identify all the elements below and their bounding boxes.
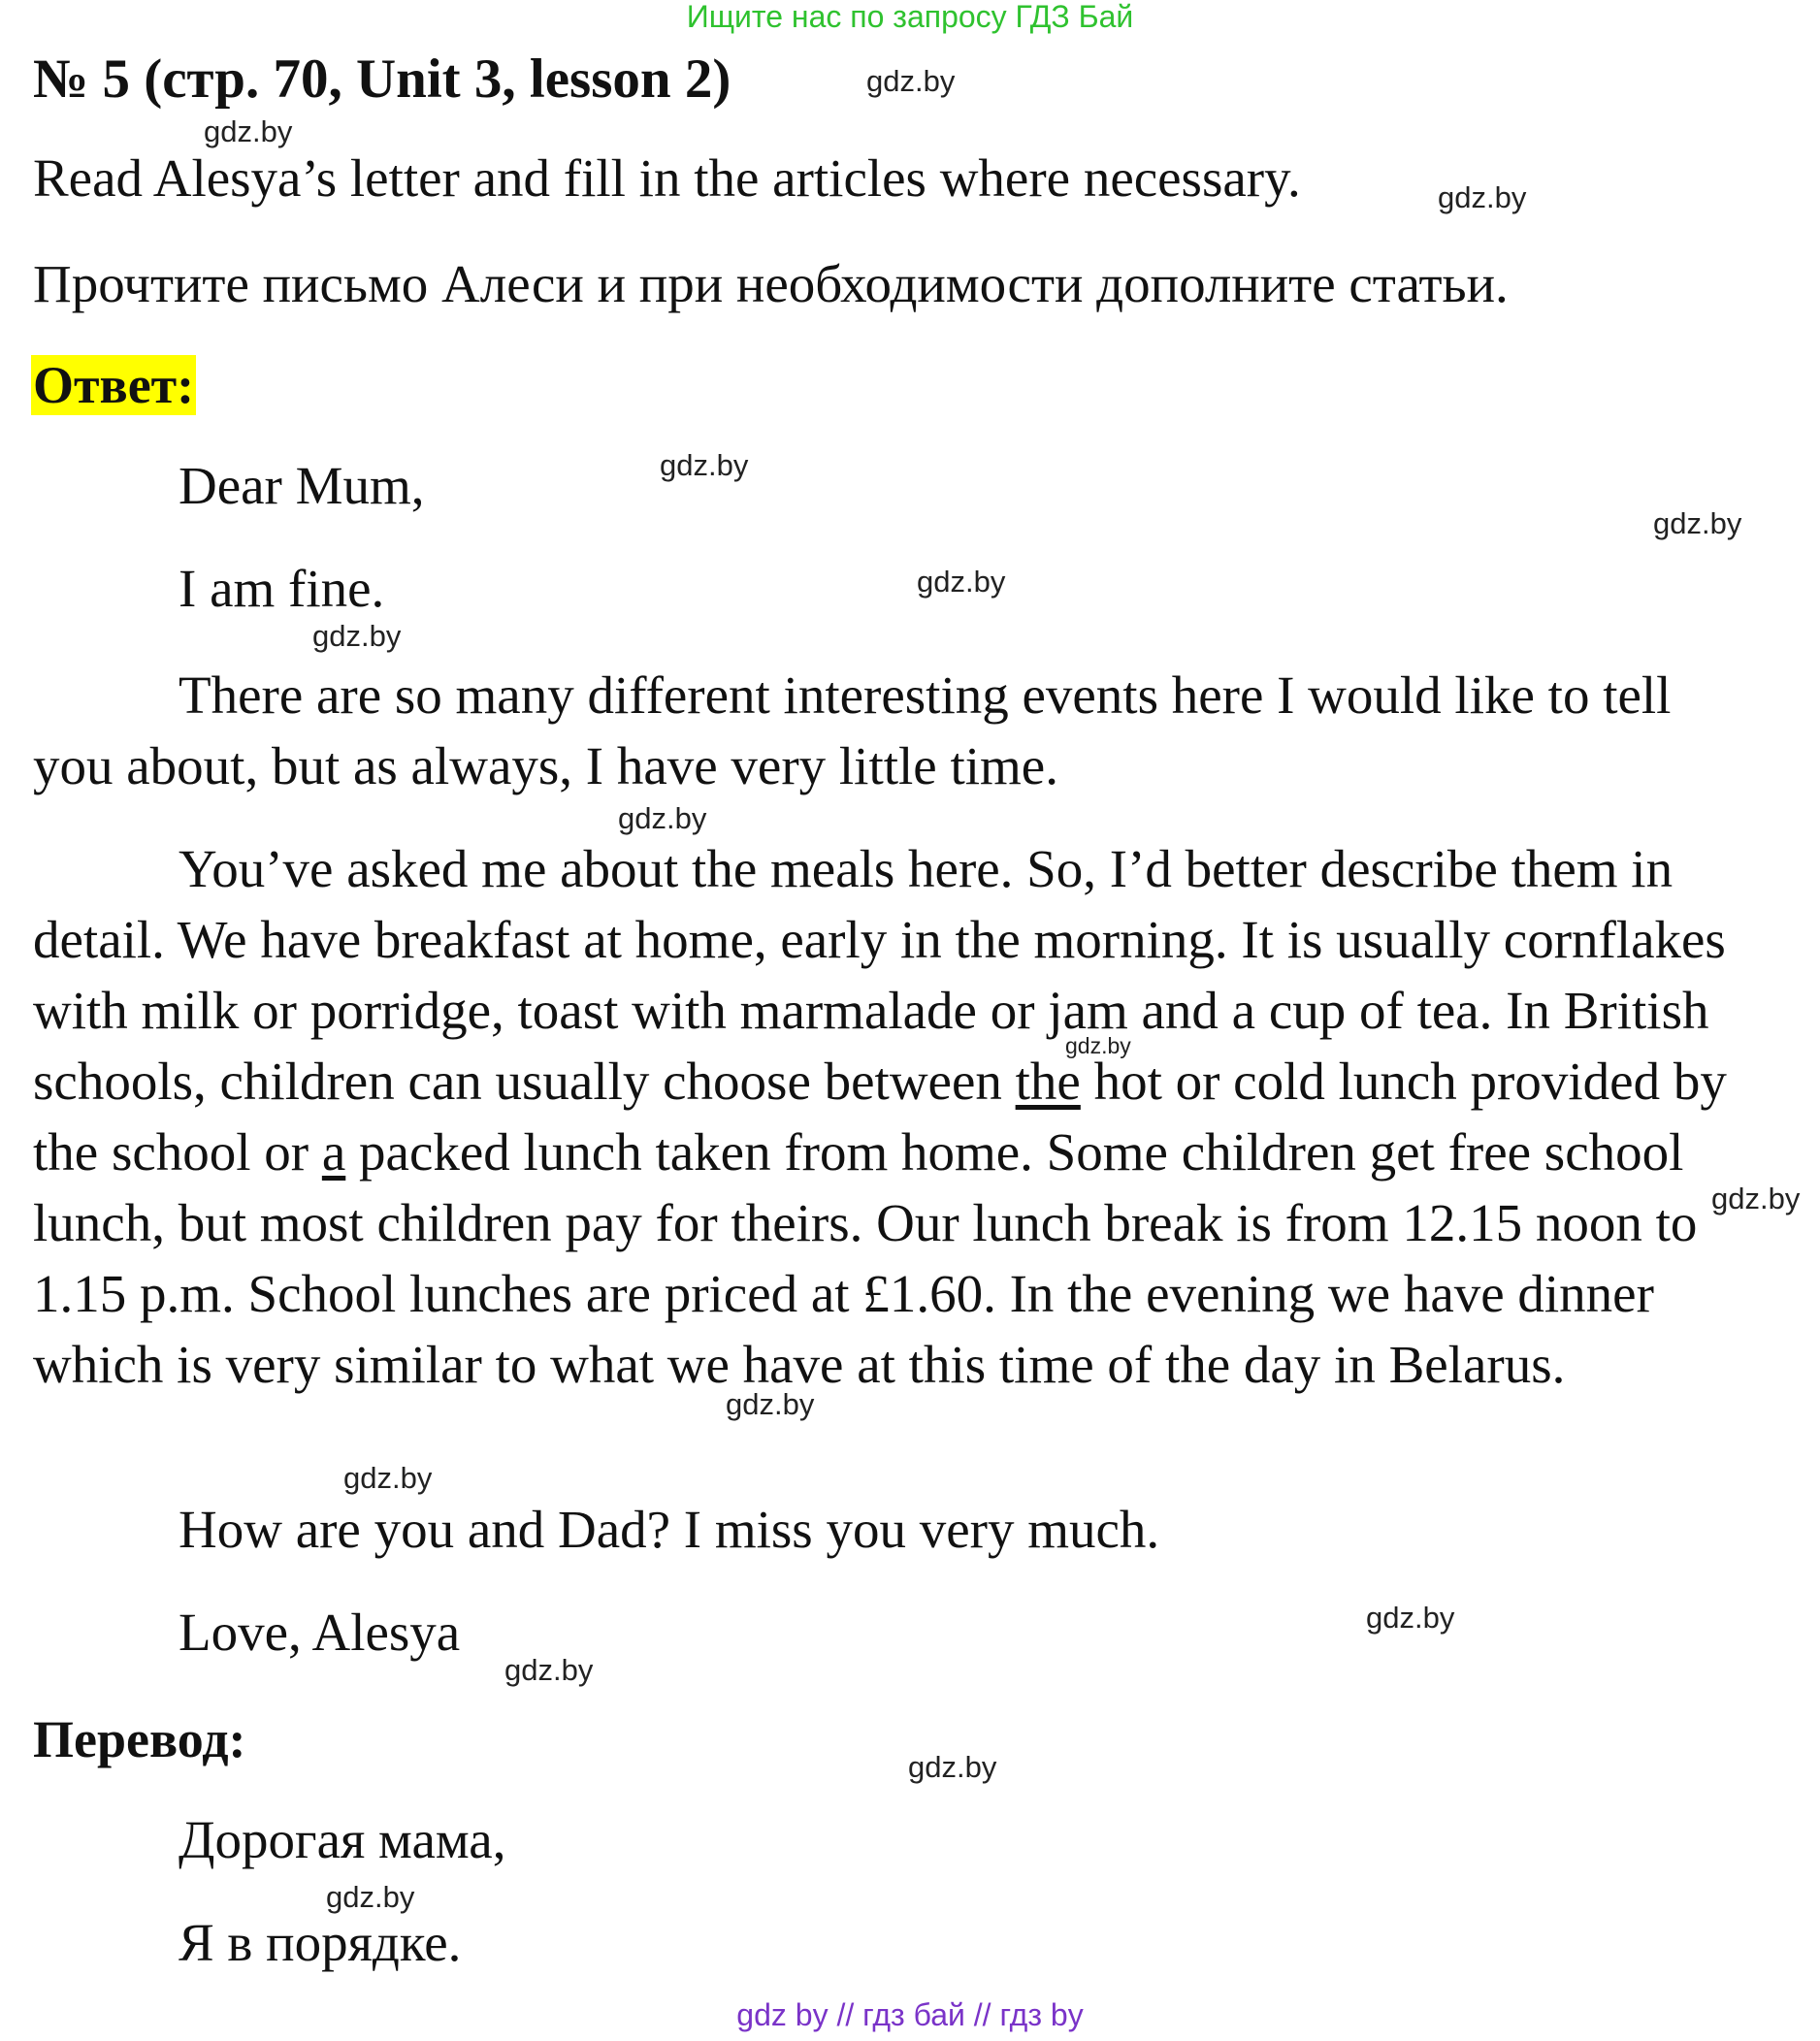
watermark: gdz.by <box>908 1750 997 1784</box>
paragraph-text: You’ve asked me about the meals here. So, I’d better describe them in detail. We have breakfast at home, early in the morning. It is usually cornflakes with milk or porridge, toast with marmalade or jam and a cup of tea. In British schools, children can usually choose between <box>33 839 1726 1111</box>
paragraph-text: packed lunch taken from home. Some children get free school lunch, but most children pay for theirs. Our lunch break is from 12.15 noon to 1.15 p.m. School lunches are priced at £1.60. In the evening we have dinner which is very similar to what we have at this time of the day in Belarus. <box>33 1122 1698 1394</box>
watermark: gdz.by <box>504 1653 594 1687</box>
filled-article-a: a <box>321 1122 346 1182</box>
watermark: gdz.by <box>866 64 956 98</box>
task-english: Read Alesya’s letter and fill in the articles where necessary. <box>33 148 1301 208</box>
exercise-title: № 5 (стр. 70, Unit 3, lesson 2) <box>33 49 731 110</box>
watermark: gdz.by <box>1065 1033 1131 1058</box>
watermark: gdz.by <box>1438 180 1527 214</box>
watermark: gdz.by <box>726 1387 815 1421</box>
letter-line-fine: I am fine. <box>179 559 385 618</box>
translation-greeting: Дорогая мама, <box>179 1810 506 1869</box>
search-banner: Ищите нас по запросу ГДЗ Бай <box>686 0 1134 34</box>
watermark: gdz.by <box>343 1461 433 1495</box>
paragraph-text: There are so many different interesting events here I would like to tell you about, but as always, I have very little time. <box>33 665 1672 795</box>
watermark: gdz.by <box>917 565 1006 599</box>
letter-paragraph-meals <box>33 833 1740 1400</box>
task-russian: Прочтите письмо Алеси и при необходимости дополните статьи. <box>33 254 1509 313</box>
watermark: gdz.by <box>660 448 749 482</box>
translation-label: Перевод: <box>33 1710 246 1768</box>
watermark: gdz.by <box>204 114 293 148</box>
watermark: gdz.by <box>1711 1182 1801 1215</box>
watermark: gdz.by <box>326 1880 415 1914</box>
paragraph-text: hot or cold lunch provided by the school or <box>33 1052 1727 1182</box>
letter-paragraph-events <box>33 660 1740 801</box>
letter-closing: Love, Alesya <box>179 1603 461 1662</box>
footer-links: gdz by // гдз бай // гдз by <box>736 1997 1084 2032</box>
letter-question: How are you and Dad? I miss you very much. <box>179 1500 1160 1559</box>
answer-label: Ответ: <box>33 356 195 414</box>
watermark: gdz.by <box>312 619 402 653</box>
filled-article-the: the <box>1015 1052 1081 1111</box>
letter-greeting: Dear Mum, <box>179 456 425 515</box>
watermark: gdz.by <box>618 801 707 835</box>
watermark: gdz.by <box>1653 506 1742 540</box>
translation-line-fine: Я в порядке. <box>179 1913 462 1972</box>
watermark: gdz.by <box>1366 1601 1455 1635</box>
